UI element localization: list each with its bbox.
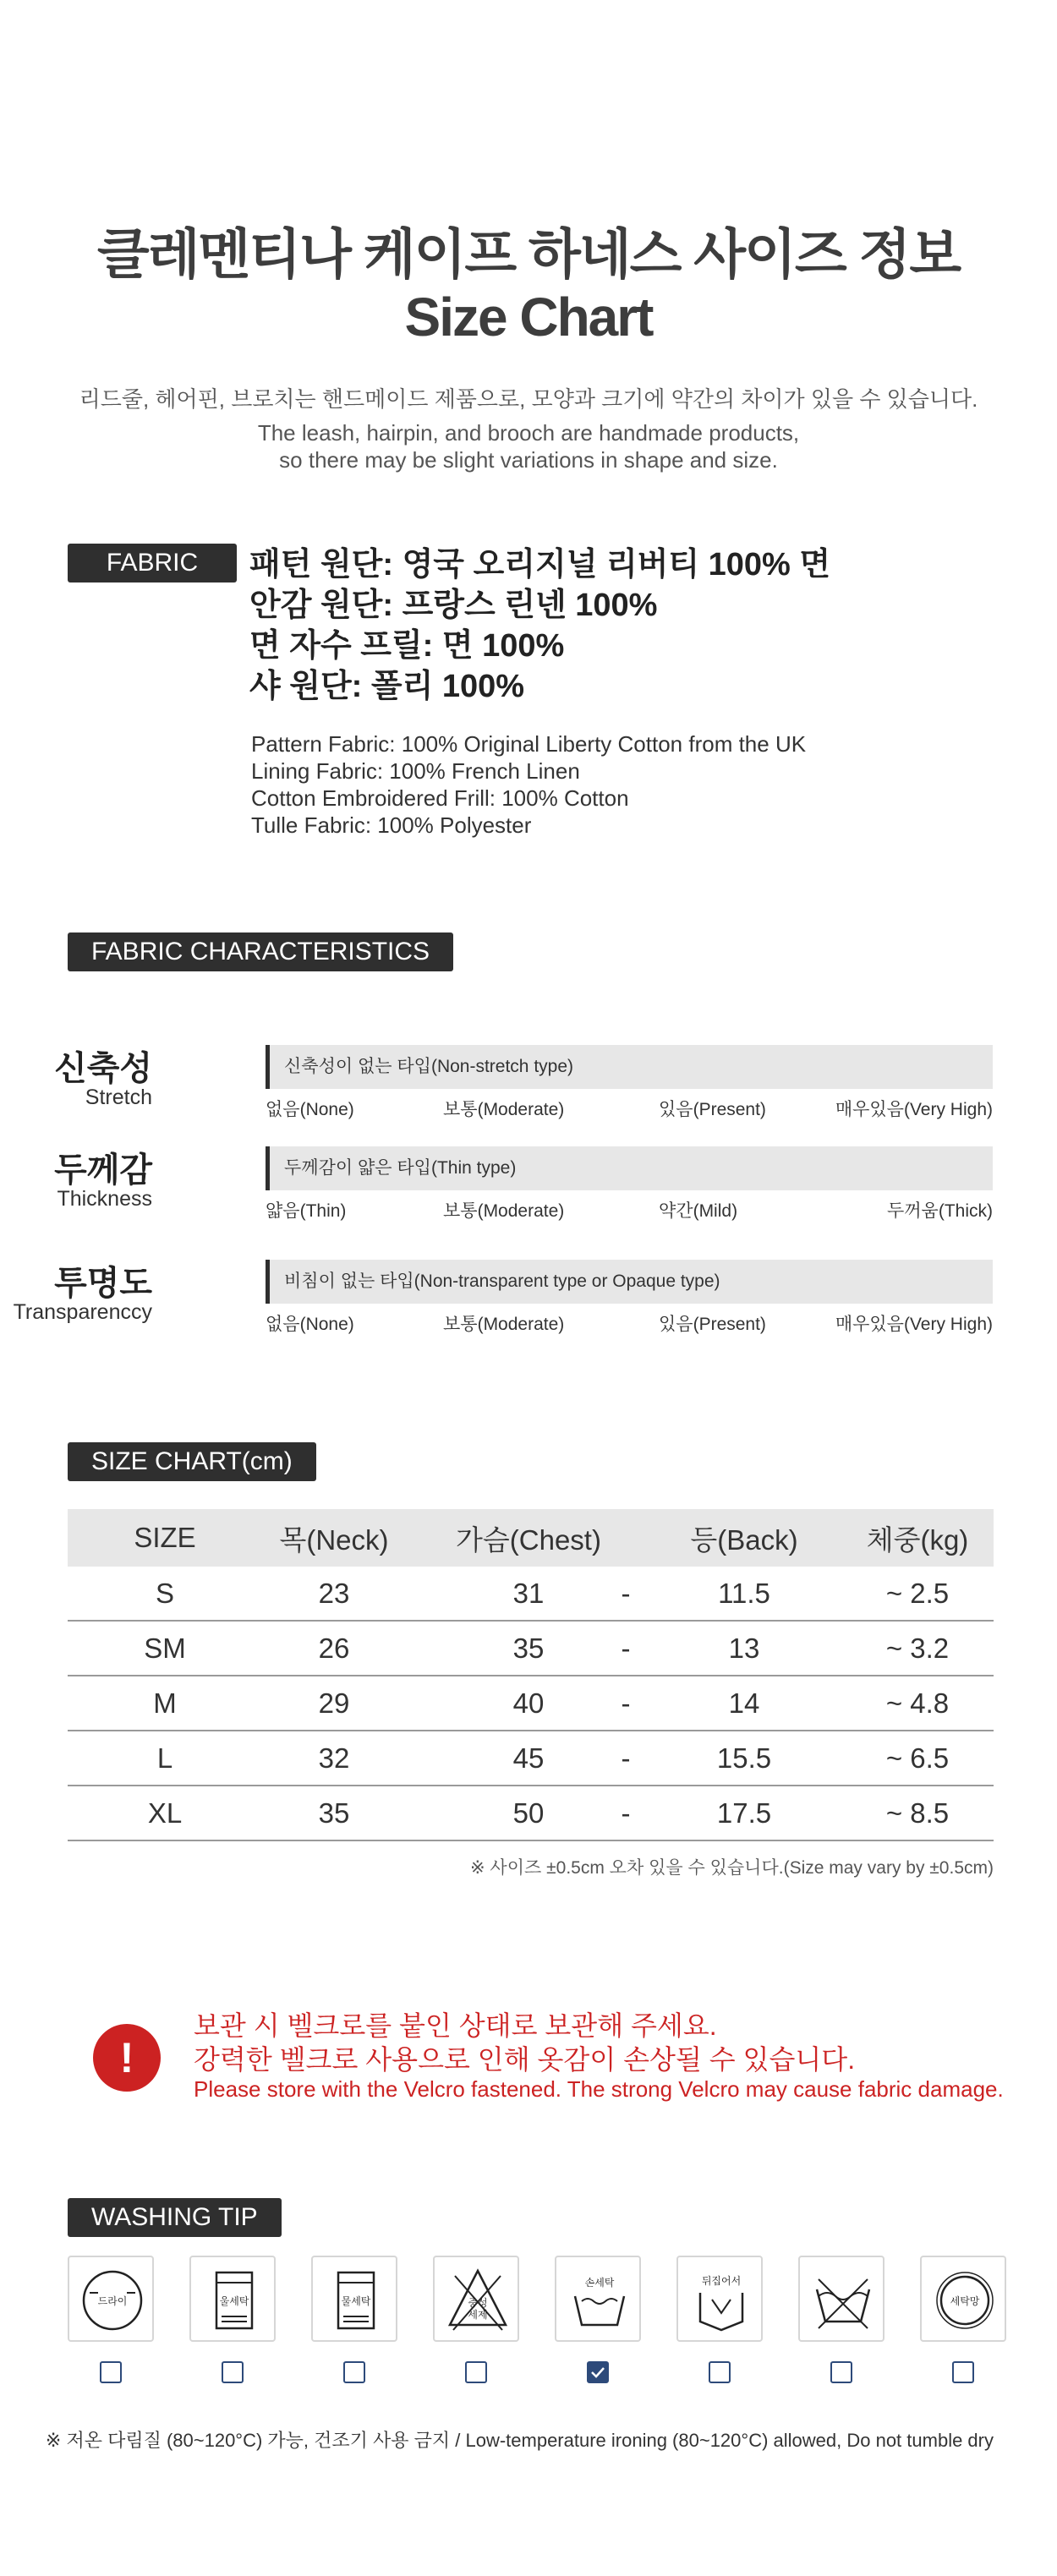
- check-icon: [589, 2363, 607, 2382]
- handmade-notice-en: [0, 419, 1057, 473]
- cell-back: 14: [728, 1687, 760, 1719]
- dry-clean-icon: [68, 2256, 154, 2342]
- characteristic-name-en: Transparenccy: [13, 1300, 152, 1324]
- wool-wash-icon: [189, 2256, 276, 2342]
- characteristic-value: 비침이 없는 타입(Non-transparent type or Opaque type): [284, 1272, 720, 1291]
- water-wash-icon: [311, 2256, 397, 2342]
- inside-out-checkbox[interactable]: [709, 2361, 731, 2383]
- cell-chest: 40: [512, 1687, 545, 1719]
- characteristic-name-ko: 두께감: [54, 1151, 152, 1189]
- handmade-notice-ko: 리드줄, 헤어핀, 브로치는 핸드메이드 제품으로, 모양과 크기에 약간의 차이가 있을 수 있습니다.: [79, 386, 978, 412]
- water-wash-checkbox[interactable]: [343, 2361, 365, 2383]
- fabric-line-ko: 샤 원단: 폴리 100%: [249, 669, 525, 704]
- laundry-net-checkbox[interactable]: [952, 2361, 974, 2383]
- fabric-label: FABRIC: [68, 544, 237, 582]
- table-row: [68, 1786, 994, 1841]
- cell-size: XL: [147, 1797, 183, 1829]
- wash-symbol-label: 물세탁: [341, 2295, 371, 2307]
- scale-label: 보통(Moderate): [443, 1315, 565, 1334]
- scale-label: 매우있음(Very High): [835, 1315, 993, 1334]
- cell-dash: -: [621, 1797, 631, 1829]
- cell-size: L: [156, 1742, 173, 1774]
- table-row: [68, 1567, 994, 1622]
- fabric-line-en: Lining Fabric: 100% French Linen: [251, 758, 580, 784]
- header-size: SIZE: [134, 1522, 196, 1553]
- header-neck: 목(Neck): [279, 1523, 389, 1556]
- wash-symbol-label: 드라이: [97, 2295, 128, 2307]
- size-table: [68, 1509, 994, 1841]
- size-chart-label: SIZE CHART(cm): [68, 1442, 316, 1481]
- scale-label: 매우있음(Very High): [835, 1100, 993, 1119]
- characteristic-name-en: Thickness: [57, 1187, 152, 1211]
- header-weight: 체중(kg): [866, 1523, 969, 1556]
- scale-label: 없음(None): [266, 1315, 354, 1334]
- laundry-net-icon: [920, 2256, 1006, 2342]
- warning-line-ko: 강력한 벨크로 사용으로 인해 옷감이 손상될 수 있습니다.: [194, 2044, 856, 2075]
- fabric-list-en: [251, 730, 806, 839]
- characteristic-bar: [266, 1146, 993, 1190]
- neutral-detergent-checkbox[interactable]: [465, 2361, 487, 2383]
- hand-wash-checkbox[interactable]: [587, 2361, 609, 2383]
- characteristic-bar: [266, 1260, 993, 1304]
- handmade-notice-en-line-1: The leash, hairpin, and brooch are handmade products,: [257, 420, 800, 446]
- cell-back: 13: [728, 1632, 760, 1664]
- hand-wash-icon: [555, 2256, 641, 2342]
- fabric-line-ko: 안감 원단: 프랑스 린넨 100%: [249, 588, 658, 623]
- handmade-notice-en-line-2: so there may be slight variations in shape and size.: [279, 447, 778, 473]
- fabric-line-ko: 면 자수 프릴: 면 100%: [249, 628, 565, 664]
- characteristic-stretch: [54, 1042, 994, 1143]
- header-back: 등(Back): [690, 1523, 798, 1556]
- cell-dash: -: [621, 1687, 631, 1719]
- characteristic-name-ko: 신축성: [54, 1050, 152, 1087]
- fabric-line-en: Tulle Fabric: 100% Polyester: [251, 812, 532, 838]
- cell-dash: -: [621, 1742, 631, 1774]
- wash-symbol-label: 세탁망: [950, 2295, 980, 2307]
- cell-size: S: [155, 1577, 174, 1609]
- no-wash-checkbox[interactable]: [830, 2361, 852, 2383]
- wool-wash-checkbox[interactable]: [222, 2361, 244, 2383]
- cell-dash: -: [621, 1632, 631, 1664]
- cell-weight: ~ 4.8: [885, 1687, 950, 1719]
- wash-symbol-label: 뒤집어서: [701, 2275, 742, 2287]
- washing-tip-label: WASHING TIP: [68, 2198, 282, 2237]
- warning-text-ko: [194, 2009, 855, 2076]
- scale-label: 있음(Present): [659, 1315, 766, 1334]
- page-title-ko: 클레멘티나 케이프 하네스 사이즈 정보: [96, 224, 961, 285]
- cell-neck: 35: [318, 1797, 350, 1829]
- characteristic-transparency: [13, 1256, 994, 1358]
- table-row: [68, 1622, 994, 1676]
- no-wash-icon: [798, 2256, 884, 2342]
- table-row: [68, 1676, 994, 1731]
- wash-symbol-label: 중성: [468, 2297, 488, 2309]
- scale-label: 얇음(Thin): [266, 1201, 347, 1221]
- characteristic-name-ko: 투명도: [54, 1265, 152, 1302]
- size-table-header: [68, 1509, 994, 1567]
- scale-label: 두꺼움(Thick): [886, 1201, 993, 1221]
- cell-dash: -: [621, 1577, 631, 1609]
- cell-chest: 31: [512, 1577, 545, 1609]
- cell-weight: ~ 3.2: [885, 1632, 950, 1664]
- characteristics-label: FABRIC CHARACTERISTICS: [68, 933, 453, 971]
- cell-size: SM: [144, 1632, 186, 1664]
- scale-label: 있음(Present): [659, 1100, 766, 1119]
- warning-line-ko: 보관 시 벨크로를 붙인 상태로 보관해 주세요.: [194, 2010, 717, 2041]
- cell-chest: 45: [512, 1742, 545, 1774]
- scale-label: 없음(None): [266, 1100, 354, 1119]
- cell-weight: ~ 2.5: [885, 1577, 950, 1609]
- cell-neck: 26: [318, 1632, 350, 1664]
- size-tolerance-note: ※ 사이즈 ±0.5cm 오차 있을 수 있습니다.(Size may vary by ±0.5cm): [470, 1858, 994, 1878]
- characteristic-value: 두께감이 얇은 타입(Thin type): [284, 1158, 517, 1178]
- washing-note: ※ 저온 다림질 (80~120°C) 가능, 건조기 사용 금지 / Low-temperature ironing (80~120°C) allowed, Do not tumble dry: [45, 2430, 994, 2451]
- cell-weight: ~ 8.5: [885, 1797, 950, 1829]
- characteristic-marker: [266, 1045, 270, 1089]
- table-row: [68, 1731, 994, 1786]
- cell-size: M: [153, 1687, 177, 1719]
- cell-back: 17.5: [716, 1797, 772, 1829]
- cell-back: 15.5: [716, 1742, 772, 1774]
- neutral-detergent-icon: [433, 2256, 519, 2342]
- scale-label: 보통(Moderate): [443, 1201, 565, 1221]
- cell-neck: 29: [318, 1687, 350, 1719]
- characteristic-marker: [266, 1146, 270, 1190]
- cell-back: 11.5: [718, 1577, 770, 1609]
- scale-label: 약간(Mild): [659, 1201, 738, 1221]
- characteristic-bar: [266, 1045, 993, 1089]
- cell-neck: 23: [318, 1577, 350, 1609]
- header-chest: 가슴(Chest): [456, 1523, 601, 1556]
- cell-chest: 35: [512, 1632, 545, 1664]
- dry-clean-checkbox[interactable]: [100, 2361, 122, 2383]
- cell-neck: 32: [318, 1742, 350, 1774]
- cell-weight: ~ 6.5: [885, 1742, 950, 1774]
- page-title-en: Size Chart: [404, 287, 653, 347]
- fabric-line-en: Cotton Embroidered Frill: 100% Cotton: [251, 785, 629, 811]
- characteristic-value: 신축성이 없는 타입(Non-stretch type): [284, 1057, 574, 1076]
- cell-chest: 50: [512, 1797, 545, 1829]
- wash-symbol-label: 손세탁: [584, 2277, 615, 2289]
- fabric-line-ko: 패턴 원단: 영국 오리지널 리버티 100% 면: [249, 547, 831, 582]
- warning-icon: !: [93, 2024, 161, 2092]
- wash-symbol-label: 세제: [468, 2309, 488, 2321]
- scale-label: 보통(Moderate): [443, 1100, 565, 1119]
- characteristic-name-en: Stretch: [85, 1086, 152, 1109]
- fabric-line-en: Pattern Fabric: 100% Original Liberty Cotton from the UK: [251, 731, 807, 757]
- characteristic-marker: [266, 1260, 270, 1304]
- warning-text-en: Please store with the Velcro fastened. The strong Velcro may cause fabric damage.: [194, 2076, 1004, 2102]
- inside-out-icon: [676, 2256, 763, 2342]
- characteristic-thickness: [54, 1143, 994, 1244]
- wash-symbol-label: 울세탁: [219, 2295, 249, 2307]
- fabric-list-ko: [249, 544, 830, 707]
